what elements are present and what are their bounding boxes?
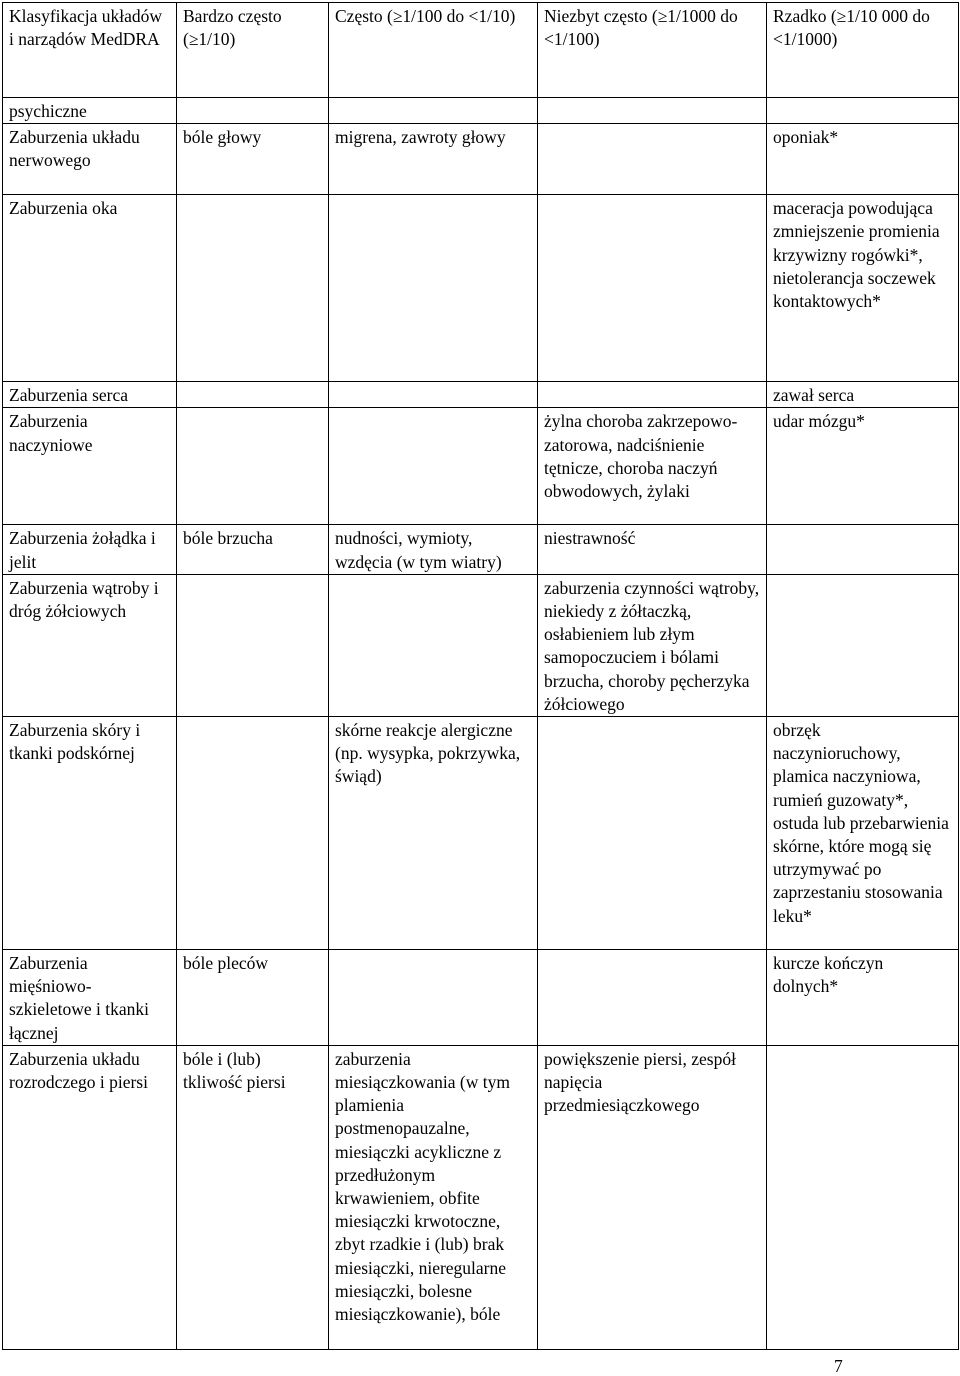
rare-cell: kurcze kończyn dolnych* <box>767 950 959 1046</box>
very-common-cell <box>177 717 329 950</box>
rare-cell: oponiak* <box>767 124 959 195</box>
very-common-cell: bóle brzucha <box>177 525 329 574</box>
soc-cell: Zaburzenia oka <box>3 195 177 382</box>
soc-cell: Zaburzenia skóry i tkanki podskórnej <box>3 717 177 950</box>
soc-cell: Zaburzenia wątroby i dróg żółciowych <box>3 574 177 716</box>
page-number: 7 <box>834 1356 843 1376</box>
table-row <box>3 950 959 1046</box>
common-cell <box>329 408 538 525</box>
header-uncommon: Niezbyt często (≥1/1000 do <1/100) <box>538 3 767 98</box>
common-cell: migrena, zawroty głowy <box>329 124 538 195</box>
common-cell <box>329 98 538 124</box>
rare-cell <box>767 574 959 716</box>
common-cell: skórne reakcje alergiczne (np. wysypka, pokrzywka, świąd) <box>329 717 538 950</box>
common-cell <box>329 382 538 408</box>
uncommon-cell <box>538 124 767 195</box>
table-row <box>3 98 959 124</box>
soc-cell: Zaburzenia układu rozrodczego i piersi <box>3 1045 177 1349</box>
very-common-cell <box>177 195 329 382</box>
header-rare: Rzadko (≥1/10 000 do <1/1000) <box>767 3 959 98</box>
soc-cell: Zaburzenia mięśniowo-szkieletowe i tkanki łącznej <box>3 950 177 1046</box>
uncommon-cell <box>538 717 767 950</box>
uncommon-cell: zaburzenia czynności wątroby, niekiedy z żółtaczką, osłabieniem lub złym samopoczuciem i bólami brzucha, choroby pęcherzyka żółciowego <box>538 574 767 716</box>
table-row <box>3 124 959 195</box>
very-common-cell <box>177 98 329 124</box>
rare-cell: obrzęk naczynioruchowy, plamica naczyniowa, rumień guzowaty*, ostuda lub przebarwienia skórne, które mogą się utrzymywać po zaprzestaniu stosowania leku* <box>767 717 959 950</box>
rare-cell <box>767 98 959 124</box>
very-common-cell: bóle głowy <box>177 124 329 195</box>
common-cell <box>329 950 538 1046</box>
table-row <box>3 382 959 408</box>
adverse-reactions-table <box>2 2 959 1350</box>
very-common-cell: bóle i (lub) tkliwość piersi <box>177 1045 329 1349</box>
rare-cell <box>767 1045 959 1349</box>
very-common-cell <box>177 408 329 525</box>
uncommon-cell: powiększenie piersi, zespół napięcia przedmiesiączkowego <box>538 1045 767 1349</box>
soc-cell: Zaburzenia żołądka i jelit <box>3 525 177 574</box>
rare-cell <box>767 525 959 574</box>
common-cell: nudności, wymioty, wzdęcia (w tym wiatry) <box>329 525 538 574</box>
very-common-cell: bóle pleców <box>177 950 329 1046</box>
very-common-cell <box>177 382 329 408</box>
table-row <box>3 195 959 382</box>
very-common-cell <box>177 574 329 716</box>
rare-cell: udar mózgu* <box>767 408 959 525</box>
common-cell: zaburzenia miesiączkowania (w tym plamienia postmenopauzalne, miesiączki acykliczne z przedłużonym krwawieniem, obfite miesiączki krwotoczne, zbyt rzadkie i (lub) brak miesiączki, nieregularne miesiączki, bolesne miesiączkowanie), bóle <box>329 1045 538 1349</box>
uncommon-cell <box>538 195 767 382</box>
common-cell <box>329 574 538 716</box>
table-row <box>3 574 959 716</box>
soc-cell: Zaburzenia serca <box>3 382 177 408</box>
header-soc: Klasyfikacja układów i narządów MedDRA <box>3 3 177 98</box>
table-row <box>3 408 959 525</box>
header-very-common: Bardzo często (≥1/10) <box>177 3 329 98</box>
table-row <box>3 525 959 574</box>
soc-cell: psychiczne <box>3 98 177 124</box>
table-row <box>3 1045 959 1349</box>
uncommon-cell <box>538 950 767 1046</box>
uncommon-cell <box>538 382 767 408</box>
rare-cell: zawał serca <box>767 382 959 408</box>
soc-cell: Zaburzenia naczyniowe <box>3 408 177 525</box>
table-header-row <box>3 3 959 98</box>
common-cell <box>329 195 538 382</box>
uncommon-cell: żylna choroba zakrzepowo-zatorowa, nadciśnienie tętnicze, choroba naczyń obwodowych, żylaki <box>538 408 767 525</box>
uncommon-cell <box>538 98 767 124</box>
rare-cell: maceracja powodująca zmniejszenie promienia krzywizny rogówki*, nietolerancja soczewek kontaktowych* <box>767 195 959 382</box>
soc-cell: Zaburzenia układu nerwowego <box>3 124 177 195</box>
header-common: Często (≥1/100 do <1/10) <box>329 3 538 98</box>
uncommon-cell: niestrawność <box>538 525 767 574</box>
table-row <box>3 717 959 950</box>
